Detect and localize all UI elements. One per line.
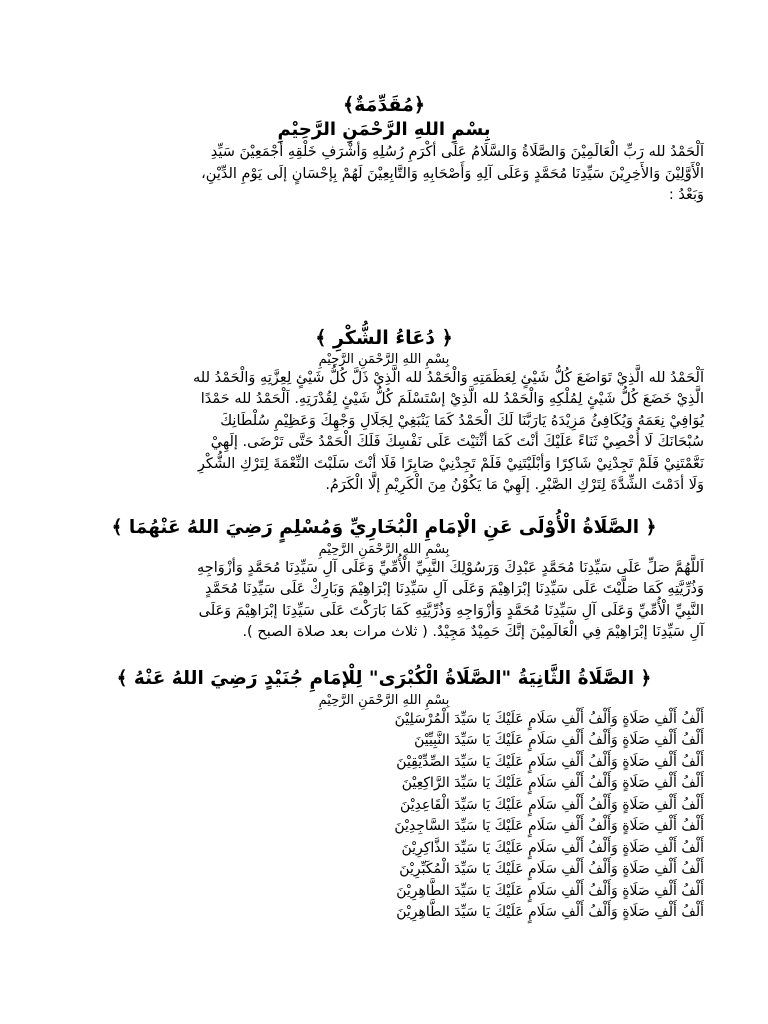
paragraph-line: سُبْحَانَكَ لَا أُحْصِيْ ثَنَاءً عَلَيْكَ أنْتَ كَمَا أثْنَيْتَ عَلَى نَفْسِكَ فَلَكَ الْحَمْدُ حَتَّى تَرْضَى. إلَهِيْ: [210, 434, 704, 450]
introduction-section: [64, 92, 704, 207]
paragraph-line: نَعَّمْتَنِيْ فَلَمْ تَجِدْنِيْ شَاكِرًا وَأبْلَيْتَنِيْ فَلَمْ تَجِدْنِيْ صَابِرًا فَلَا أنْتَ سَلَبْتَ النِّعْمَةَ لِتَرْكِ الشُّكْرِ: [197, 455, 704, 472]
paragraph-line: وَبَعْدُ :: [668, 187, 704, 203]
salawat-second-basmala: بِسْمِ اللهِ الرَّحْمَنِ الرَّحِيْمِ: [318, 692, 450, 708]
verse-line: أَلْفُ أَلْفِ صَلَاةٍ وَأَلْفُ أَلْفِ سَلَامٍ عَلَيْكَ يَا سَيِّدَ الطَّاهِرِيْنَ: [396, 904, 704, 920]
salawat-second-title: ﴿ الصَّلَاةُ الثَّانِيَةُ "الصَّلَاةُ الْكُبْرَى" لِلْإمَامِ جُنَيْدٍ رَضِيَ اللهُ عَنْهُ ﴾: [116, 667, 652, 689]
verse-line: أَلْفُ أَلْفِ صَلَاةٍ وَأَلْفُ أَلْفِ سَلَامٍ عَلَيْكَ يَا سَيِّدَ الذَّاكِرِيْنَ: [401, 839, 704, 856]
salawat-first-section: [64, 515, 704, 644]
dua-title: ﴿ دُعَاءُ الشُّكْرِ ﴾: [315, 326, 453, 349]
verse-line: أَلْفُ أَلْفِ صَلَاةٍ وَأَلْفُ أَلْفِ سَلَامٍ عَلَيْكَ يَا سَيِّدَ السَّاجِدِيْنَ: [394, 818, 704, 834]
paragraph-line: الَّذِيْ خَضَعَ كُلُّ شَيْئٍ لِمُلْكِهِ وَالْحَمْدُ لله الَّذِيْ إسْتَسْلَمَ كُلُّ شَيْئٍ لِقُدْرَتِهِ. اَلْحَمْدُ لله حَمْدًا: [200, 391, 704, 407]
salawat-first-basmala: بِسْمِ اللهِ الرَّحْمَنِ الرَّحِيْمِ: [318, 541, 450, 557]
paragraph-line: آلِ سَيِّدِنَا إبْرَاهِيْمَ فِي الْعَالَمِيْنَ إنَّكَ حَمِيْدٌ مَجِيْدٌ. ( ثلاث مرات بعد صلاة الصبح ).: [242, 624, 704, 640]
dua-section: [64, 325, 704, 497]
verse-line: أَلْفُ أَلْفِ صَلَاةٍ وَأَلْفُ أَلْفِ سَلَامٍ عَلَيْكَ يَا سَيِّدَ النَّبِيِّيْنَ: [414, 732, 704, 748]
introduction-basmala: بِسْمِ اللهِ الرَّحْمَنِ الرَّحِيْمِ: [277, 119, 491, 140]
paragraph-line: اَلْحَمْدُ لله رَبِّ الْعَالَمِيْنَ وَالصَّلَاةُ وَالسَّلَامُ عَلَى أكْرَمِ رُسُلِهِ وَأشْرَفِ خَلْقِهِ أجْمَعِيْنَ سَيِّدِ: [210, 144, 704, 160]
salawat-first-title: ﴿ الصَّلَاةُ الْأُوْلَى عَنِ الْإمَامِ الْبُخَارِيِّ وَمُسْلِمٍ رَضِيَ اللهُ عَنْهُمَا ﴾: [111, 516, 657, 538]
verse-line: أَلْفُ أَلْفِ صَلَاةٍ وَأَلْفُ أَلْفِ سَلَامٍ عَلَيْكَ يَا سَيِّدَ الْمُكَبِّرِيْنَ: [399, 861, 704, 877]
paragraph-line: يُوَافِيْ نِعَمَهُ وَيُكَافِئُ مَزِيْدَهُ يَارَبَّنَا لَكَ الْحَمْدُ كَمَا يَنْبَغِيْ لِجَلَالِ وَجْهِكَ وَعَظِيْمِ سُلْطَانِكَ: [220, 412, 704, 429]
dua-paragraph: [64, 368, 704, 497]
salawat-second-verses: [324, 709, 704, 924]
paragraph-line: النَّبِيِّ الْأُمِّيِّ وَعَلَى آلِ سَيِّدِنَا مُحَمَّدٍ وَأزْوَاجِهِ وَذُرِّيَّتِهِ كَمَا بَارَكْتَ عَلَى سَيِّدِنَا إبْرَاهِيْمَ وَعَلَى: [198, 602, 704, 619]
paragraph-line: الْأَوَّلِيْنَ وَالأَخِرِيْنَ سَيِّدِنَا مُحَمَّدٍ وَعَلَى آلِهِ وَأَصْحَابِهِ وَالتَّابِعِيْنَ لَهُمْ بِإحْسَانٍ إلَى يَوْمِ الدِّيْنِ،: [201, 165, 704, 182]
paragraph-line: اَلْحَمْدُ لله الَّذِيْ تَوَاضَعَ كُلُّ شَيْئٍ لِعَظَمَتِهِ وَالْحَمْدُ لله الَّذِيْ ذَلَّ كُلُّ شَيْئٍ لِعِزَّتِهِ وَالْحَمْدُ لله: [193, 369, 704, 386]
paragraph-line: وَلَا أدَمْتَ الشِّدَّةَ لِتَرْكِ الصَّبْرِ. إلَهِيْ مَا يَكُوْنُ مِنَ الْكَرِيْمِ إلَّا الْكَرَمُ.: [325, 477, 704, 493]
dua-basmala: بِسْمِ اللهِ الرَّحْمَنِ الرَّحِيْمِ: [318, 351, 450, 367]
verse-line: أَلْفُ أَلْفِ صَلَاةٍ وَأَلْفُ أَلْفِ سَلَامٍ عَلَيْكَ يَا سَيِّدَ الْمُرْسَلِيْنَ: [394, 710, 704, 727]
verse-line: أَلْفُ أَلْفِ صَلَاةٍ وَأَلْفُ أَلْفِ سَلَامٍ عَلَيْكَ يَا سَيِّدَ الطَّاهِرِيْنَ: [396, 882, 704, 899]
verse-line: أَلْفُ أَلْفِ صَلَاةٍ وَأَلْفُ أَلْفِ سَلَامٍ عَلَيْكَ يَا سَيِّدَ الْقَاعِدِيْنَ: [400, 796, 704, 813]
salawat-first-paragraph: [64, 558, 704, 644]
document-page: [64, 0, 704, 924]
paragraph-line: اَللَّهُمَّ صَلِّ عَلَى سَيِّدِنَا مُحَمَّدٍ عَبْدِكَ وَرَسُوْلِكَ النَّبِيِّ الْأُمِّيِّ وَعَلَى آلِ سَيِّدِنَا مُحَمَّدٍ وَأزْوَاجِهِ: [197, 559, 704, 576]
introduction-paragraph: [64, 142, 704, 207]
verse-line: أَلْفُ أَلْفِ صَلَاةٍ وَأَلْفُ أَلْفِ سَلَامٍ عَلَيْكَ يَا سَيِّدَ الصِّدِّيْقِيْنَ: [396, 753, 704, 770]
verse-line: أَلْفُ أَلْفِ صَلَاةٍ وَأَلْفُ أَلْفِ سَلَامٍ عَلَيْكَ يَا سَيِّدَ الرَّاكِعِيْنَ: [401, 775, 704, 791]
paragraph-line: وَذُرِّيَّتِهِ كَمَا صَلَّيْتَ عَلَى سَيِّدِنَا إبْرَاهِيْمَ وَعَلَى آلِ سَيِّدِنَا إبْرَاهِيْمَ وَبَارِكْ عَلَى سَيِّدِنَا مُحَمَّدٍ: [204, 581, 704, 597]
introduction-title: ﴿مُقَدِّمَةٌ﴾: [343, 94, 425, 116]
salawat-second-section: [64, 666, 704, 924]
